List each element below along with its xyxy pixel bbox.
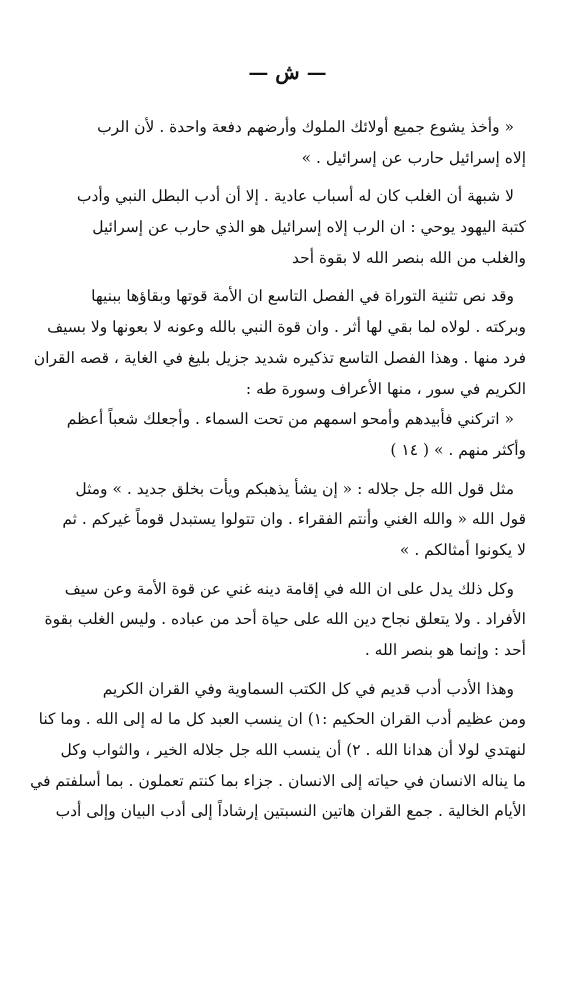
text-line: وقد نص تثنية التوراة في الفصل التاسع ان الأمة قوتها وبقاؤها ببنيها — [91, 287, 514, 306]
text-line: إلاه إسرائيل حارب عن إسرائيل . » — [301, 148, 526, 167]
text-line: قول الله « والله الغني وأنتم الفقراء . وان تتولوا يستبدل قوماً غيركم . ثم — [62, 510, 526, 529]
text-line: أحد : وإنما هو بنصر الله . — [364, 641, 526, 659]
page-header: — ش — — [248, 60, 327, 84]
text-line: وأكثر منهم . » ( ١٤ ) — [390, 440, 526, 459]
text-line: ما يناله الانسان في حياته إلى الانسان . جزاء بما كنتم تعملون . بما أسلفتم في — [30, 771, 526, 790]
text-line: لا شبهة أن الغلب كان له أسباب عادية . إلا أن أدب البطل النبي وأدب — [76, 187, 514, 206]
text-line: كتبة اليهود يوحي : ان الرب إلاه إسرائيل هو الذي حارب عن إسرائيل — [92, 218, 526, 237]
text-line: « اتركني فأبيدهم وأمحو اسمهم من تحت السماء . وأجعلك شعباً أعظم — [66, 410, 514, 429]
text-line: لا يكونوا أمثالكم . » — [399, 540, 526, 559]
text-line: وكل ذلك يدل على ان الله في إقامة دينه غني عن قوة الأمة وعن سيف — [64, 579, 514, 598]
body-text — [30, 112, 526, 827]
text-line: ومن عظيم أدب القران الحكيم :١) ان ينسب العبد كل ما له إلى الله . وما كنا — [38, 710, 526, 729]
text-line: « وأخذ يشوع جميع أولائك الملوك وأرضهم دفعة واحدة . لأن الرب — [97, 118, 514, 136]
text-line: وهذا الأدب أدب قديم في كل الكتب السماوية وفي القران الكريم — [102, 679, 514, 698]
text-line: وبركته . لولاه لما بقي لها أثر . وان قوة النبي بالله وعونه لا بعونها ولا بسيف — [47, 318, 526, 337]
text-line: فرد منها . وهذا الفصل التاسع تذكيره شديد جزيل بليغ في الغاية ، قصه القران — [33, 348, 526, 367]
text-line: والغلب من الله بنصر الله لا بقوة أحد — [291, 248, 526, 267]
text-line: لنهتدي لولا أن هدانا الله . ٢) أن ينسب الله جل جلاله الخير ، والثواب وكل — [60, 741, 526, 760]
text-line: الكريم في سور ، منها الأعراف وسورة طه : — [245, 379, 526, 398]
text-line: الأفراد . ولا يتعلق نجاح دين الله على حياة أحد من عباده . وليس الغلب بقوة — [44, 610, 526, 629]
text-line: الأيام الخالية . جمع القران هاتين النسبتين إرشاداً إلى أدب البيان وإلى أدب — [55, 802, 526, 821]
text-line: مثل قول الله جل جلاله : « إن يشأ يذهبكم ويأت بخلق جديد . » ومثل — [75, 479, 514, 498]
